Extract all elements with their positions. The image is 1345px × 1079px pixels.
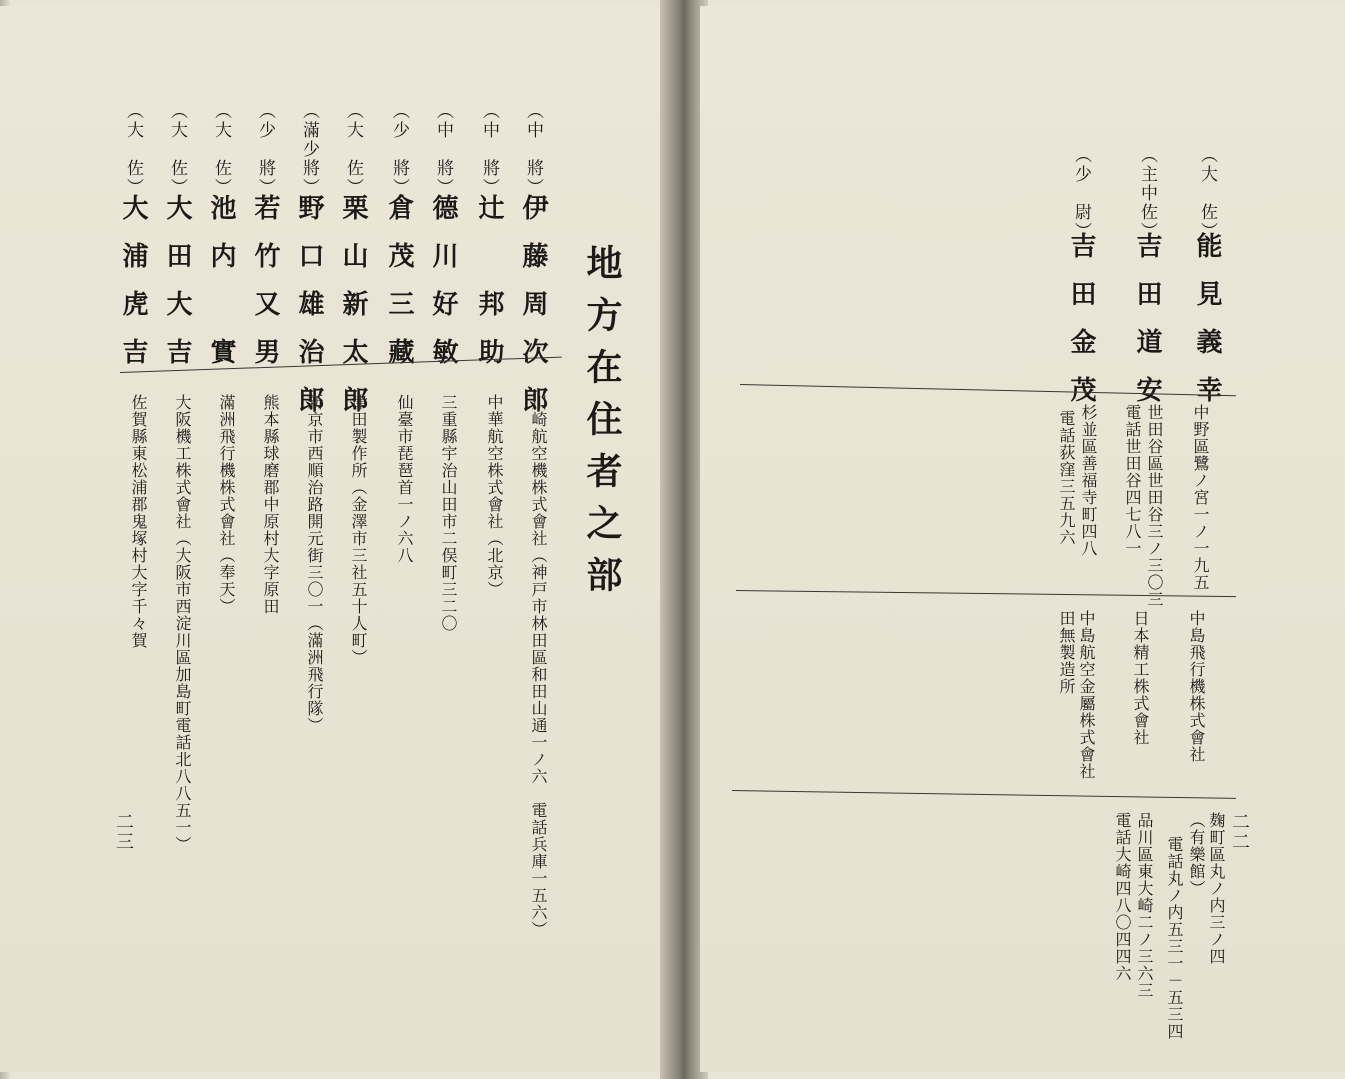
entry-rank: （大 佐） bbox=[1197, 146, 1217, 241]
entry-address: 仙臺市琵琶首一ノ六八 bbox=[395, 394, 414, 564]
entry-address: 佐賀縣東松浦郡鬼塚村大字千々賀 bbox=[129, 394, 148, 649]
employer-address: 品川區東大崎二ノ三六三 bbox=[1135, 812, 1154, 999]
left-page bbox=[0, 6, 672, 1072]
entry-name: 若竹又男 bbox=[250, 194, 280, 386]
entry-employer: 日本精工株式會社 bbox=[1131, 610, 1150, 746]
entry-name: 吉田金茂 bbox=[1066, 232, 1096, 424]
entry-rank: （少 尉） bbox=[1071, 146, 1091, 241]
page-number: 二二 bbox=[1229, 812, 1250, 852]
entry-name: 栗山新太郎 bbox=[338, 194, 368, 434]
entry-name: 能見義幸 bbox=[1192, 232, 1222, 424]
page-number: 二三 bbox=[113, 812, 134, 852]
entry-rank: （大 佐） bbox=[211, 102, 231, 197]
entry-name: 野口雄治郎 bbox=[294, 194, 324, 434]
entry-name: 倉茂三藏 bbox=[384, 194, 414, 386]
entry-rank: （大 佐） bbox=[123, 102, 143, 197]
entry-address: 熊本縣球磨郡中原村大字原田 bbox=[261, 394, 280, 615]
entry-rank: （大 佐） bbox=[167, 102, 187, 197]
entry-rank: （中 將） bbox=[433, 102, 453, 197]
entry-address: 電話世田谷四七八一 bbox=[1123, 404, 1142, 557]
entry-rank: （滿少將） bbox=[299, 102, 319, 197]
entry-address: 滿洲飛行機株式會社（奉天） bbox=[217, 394, 236, 615]
entry-name: 辻 邦助 bbox=[474, 194, 504, 386]
divider-line bbox=[732, 790, 1236, 799]
entry-address: 川崎航空機株式會社（神戸市林田區和田山通一ノ六 電話兵庫一五六） bbox=[529, 394, 548, 938]
entry-address: 津田製作所（金澤市三社五十人町） bbox=[349, 394, 368, 666]
entry-employer: 田無製造所 bbox=[1057, 610, 1076, 695]
entry-rank: （大 佐） bbox=[343, 102, 363, 197]
right-page bbox=[700, 6, 1345, 1072]
employer-address: 麹町區丸ノ内三ノ四 bbox=[1207, 812, 1226, 965]
entry-address: 電話荻窪三五九六 bbox=[1057, 410, 1076, 546]
entry-name: 吉田道安 bbox=[1132, 232, 1162, 424]
entry-rank: （中 將） bbox=[479, 102, 499, 197]
employer-address: 電話丸ノ内五三一－五三四 bbox=[1165, 836, 1184, 1040]
entry-address: 世田谷區世田谷三ノ三〇三 bbox=[1145, 404, 1164, 608]
entry-address: 中野區鷺ノ宮一ノ一九五 bbox=[1191, 404, 1210, 591]
entry-address: 杉並區善福寺町四八 bbox=[1079, 404, 1098, 557]
entry-address: 中華航空株式會社（北京） bbox=[485, 394, 504, 598]
employer-address: 電話大崎四八〇四四六 bbox=[1113, 812, 1132, 982]
entry-name: 大浦虎吉 bbox=[118, 194, 148, 386]
entry-name: 池内 實 bbox=[206, 194, 236, 386]
entry-rank: （少 將） bbox=[255, 102, 275, 197]
entry-name: 大田大吉 bbox=[162, 194, 192, 386]
entry-rank: （少 將） bbox=[389, 102, 409, 197]
entry-name: 伊藤周次郎 bbox=[518, 194, 548, 434]
entry-address: 三重縣宇治山田市二俣町三二〇 bbox=[439, 394, 458, 632]
entry-address: 新京市西順治路開元街三〇一（滿洲飛行隊） bbox=[305, 394, 324, 734]
entry-address: 大阪機工株式會社（大阪市西淀川區加島町電話北八八五一） bbox=[173, 394, 192, 853]
section-title: 地方在住者之部 bbox=[581, 244, 623, 608]
employer-address: （有樂館） bbox=[1187, 812, 1206, 897]
entry-rank: （主中佐） bbox=[1137, 146, 1157, 241]
entry-name: 德川好敏 bbox=[428, 194, 458, 386]
entry-employer: 中島航空金屬株式會社 bbox=[1077, 610, 1096, 780]
entry-employer: 中島飛行機株式會社 bbox=[1187, 610, 1206, 763]
entry-rank: （中 將） bbox=[523, 102, 543, 197]
